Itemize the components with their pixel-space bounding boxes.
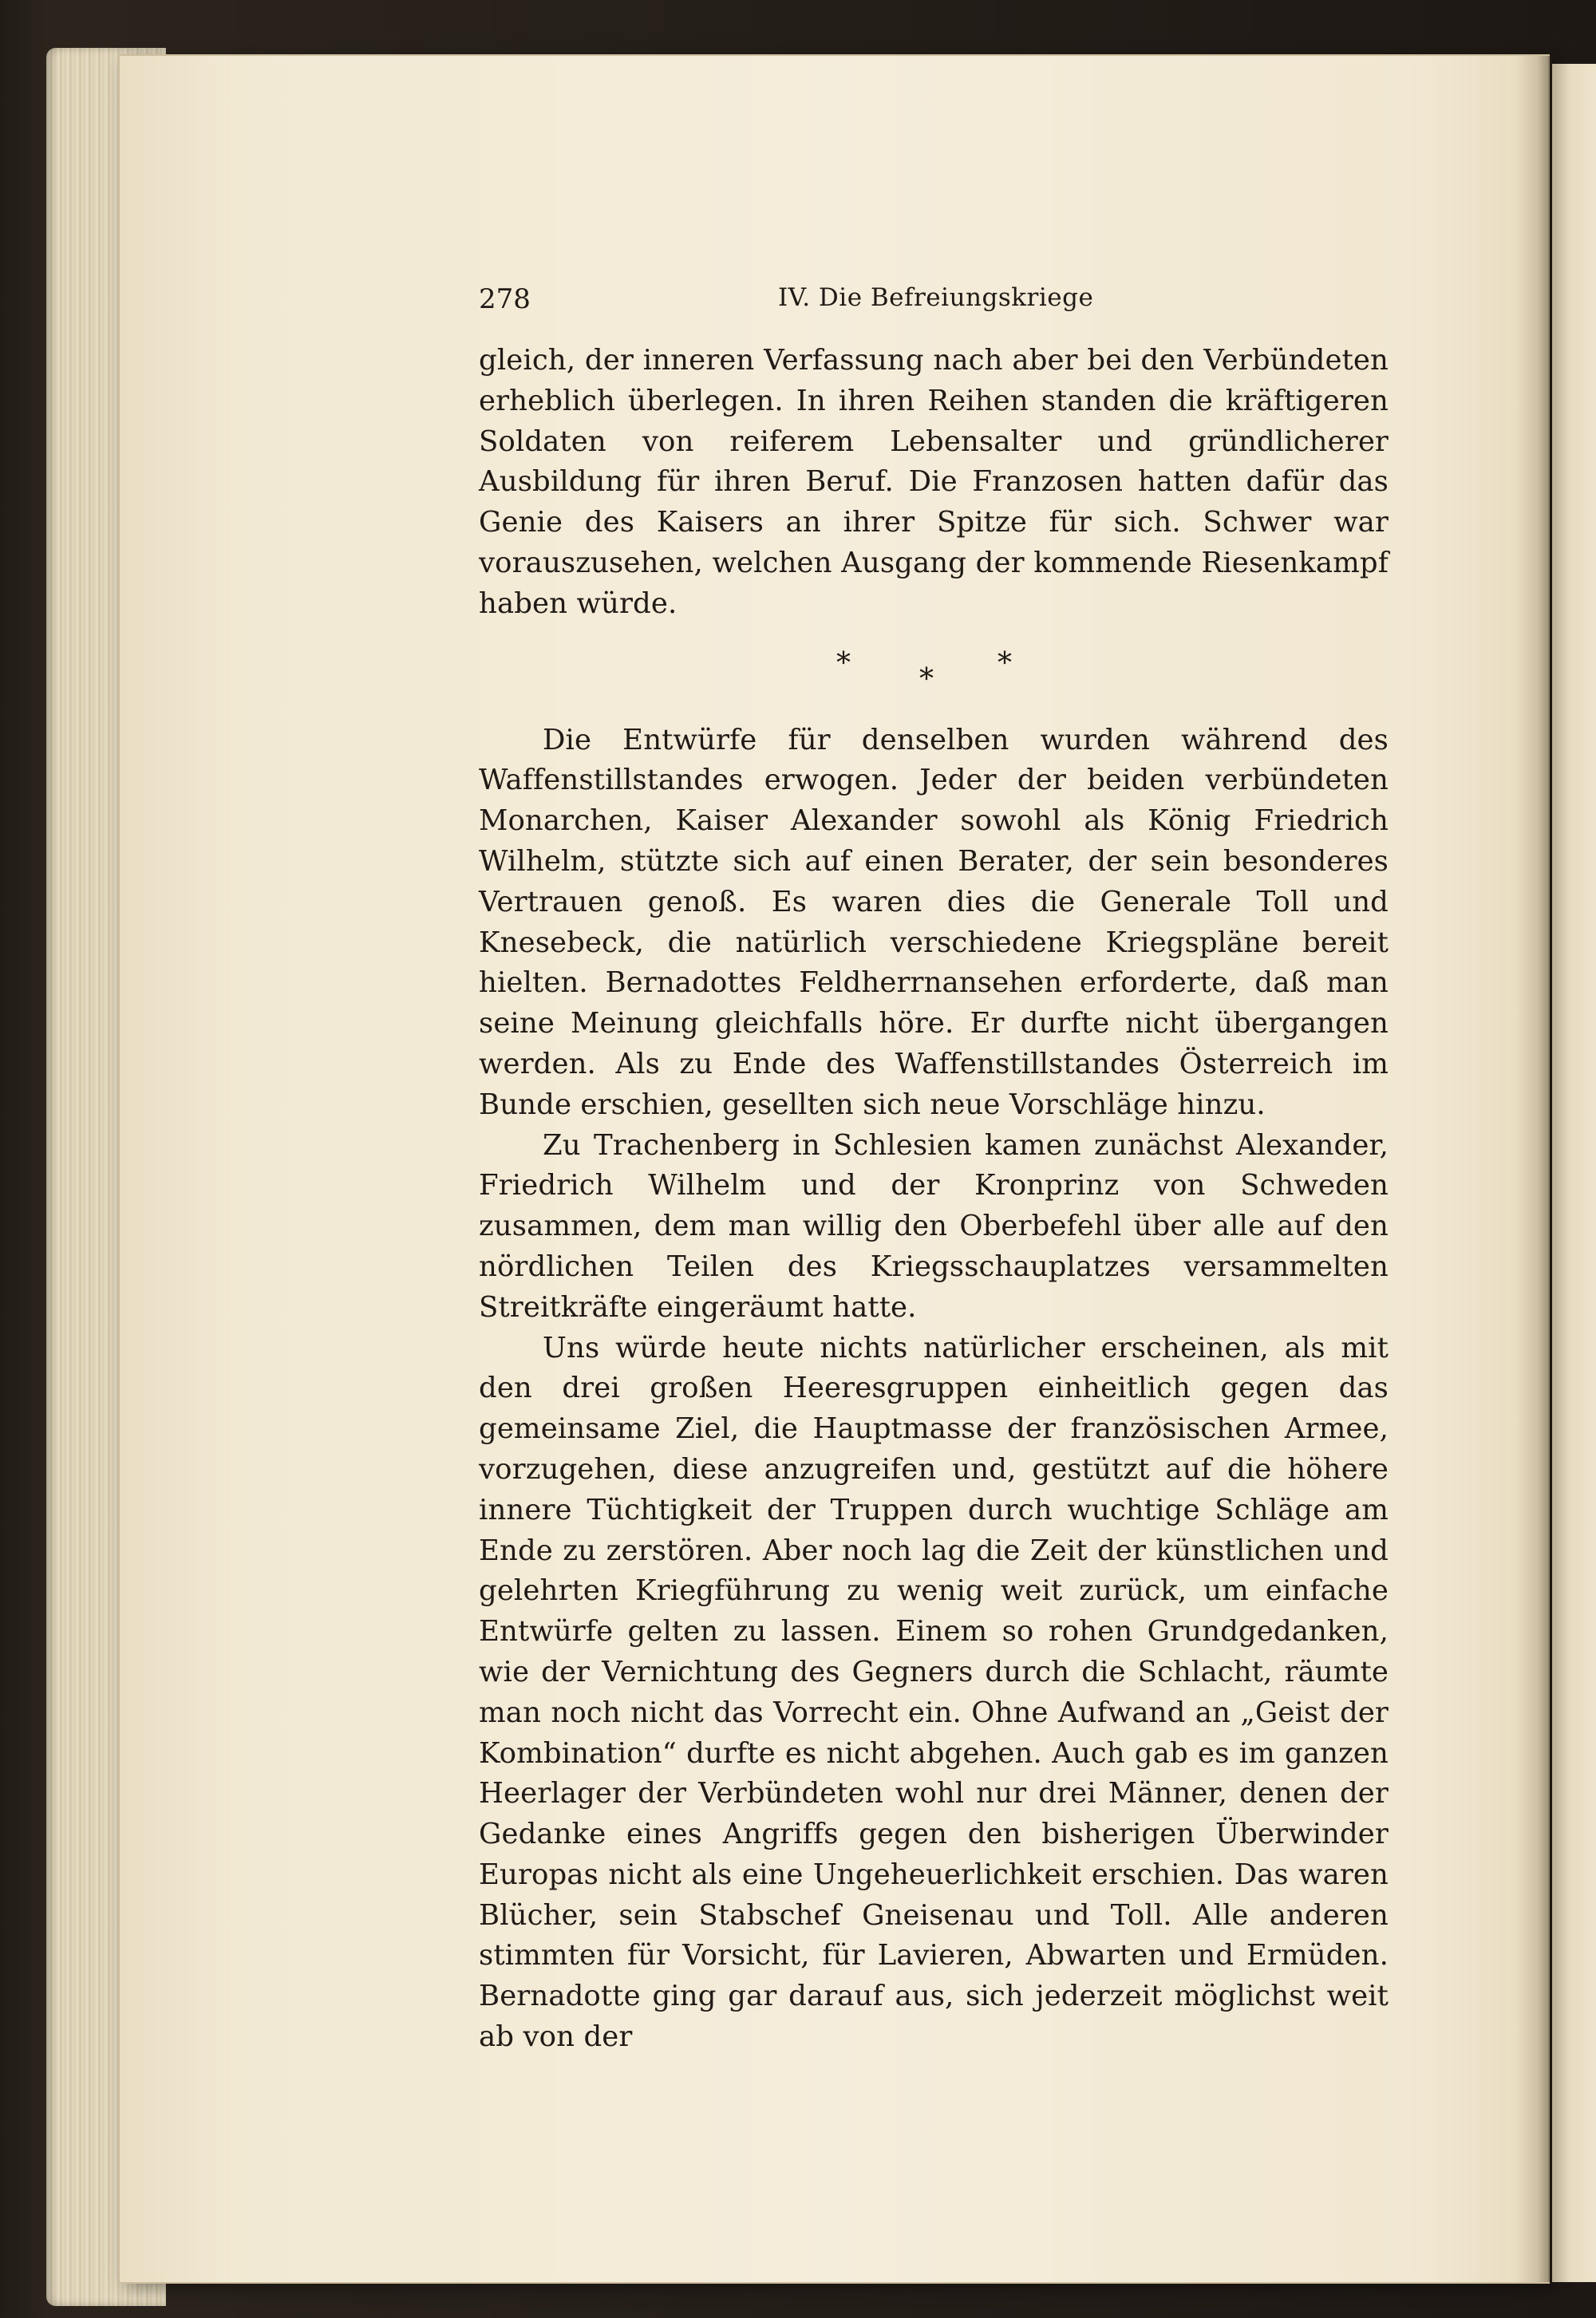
paragraph: Zu Trachenberg in Schlesien kamen zunächst Alexander, Friedrich Wilhelm und der Kronprinz von Schweden zusammen, dem man willig den Oberbefehl über alle auf den nördlichen Teilen des Kriegsschauplatzes versammelten Streitkräfte eingeräumt hatte. — [479, 1128, 1389, 1324]
asterism-star: * — [998, 646, 1012, 680]
paragraph: Die Entwürfe für denselben wurden während des Waffenstillstandes erwogen. Jeder der beiden verbündeten Monarchen, Kaiser Alexander sowohl als König Friedrich Wilhelm, stützte sich auf einen Berater, der sein besonderes Vertrauen genoß. Es waren dies die Generale Toll und Knesebeck, die natürlich verschiedene Kriegspläne bereit hielten. Bernadottes Feldherrnansehen erforderte, daß man seine Meinung gleichfalls höre. Er durfte nicht übergangen werden. Als zu Ende des Waffenstillstandes Österreich im Bunde erschien, gesellten sich neue Vorschläge hinzu. — [479, 723, 1389, 1121]
page-number: 278 — [479, 283, 531, 315]
text-block — [479, 283, 1389, 2058]
asterism-star: * — [919, 662, 934, 696]
adjacent-page-edge — [1552, 64, 1596, 2282]
spine-shadow — [1516, 56, 1552, 2282]
paragraph: Uns würde heute nichts natürlicher erscheinen, als mit den drei großen Heeresgruppen einheitlich gegen das gemeinsame Ziel, die Hauptmasse der französischen Armee, vorzugehen, diese anzugreifen und, gestützt auf die höhere innere Tüchtigkeit der Truppen durch wuchtige Schläge am Ende zu zerstören. Aber noch lag die Zeit der künstlichen und gelehrten Kriegführung zu wenig weit zurück, um einfache Entwürfe gelten zu lassen. Einem so rohen Grundgedanken, wie der Vernichtung des Gegners durch die Schlacht, räumte man noch nicht das Vorrecht ein. Ohne Aufwand an „Geist der Kombination“ durfte es nicht abgehen. Auch gab es im ganzen Heerlager der Verbündeten wohl nur drei Männer, denen der Gedanke eines Angriffs gegen den bisherigen Überwinder Europas nicht als eine Ungeheuerlichkeit erschien. Das waren Blücher, sein Stabschef Gneisenau und Toll. Alle anderen stimmten für Vorsicht, für Lavieren, Abwarten und Ermüden. Bernadotte ging gar darauf aus, sich jederzeit möglichst weit ab von der — [479, 1331, 1389, 2054]
running-head — [479, 283, 1389, 323]
paragraph-continuation: gleich, der inneren Verfassung nach aber bei den Verbündeten erheblich überlegen. In ihren Reihen standen die kräftigeren Soldaten von reiferem Lebensalter und gründlicherer Ausbildung für ihren Beruf. Die Franzosen hatten dafür das Genie des Kaisers an ihrer Spitze für sich. Schwer war vorauszusehen, welchen Ausgang der kommende Riesenkampf haben würde. — [479, 344, 1389, 620]
running-title: IV. Die Befreiungskriege — [778, 283, 1094, 312]
section-asterism — [479, 625, 1389, 721]
asterism-star: * — [836, 646, 851, 680]
